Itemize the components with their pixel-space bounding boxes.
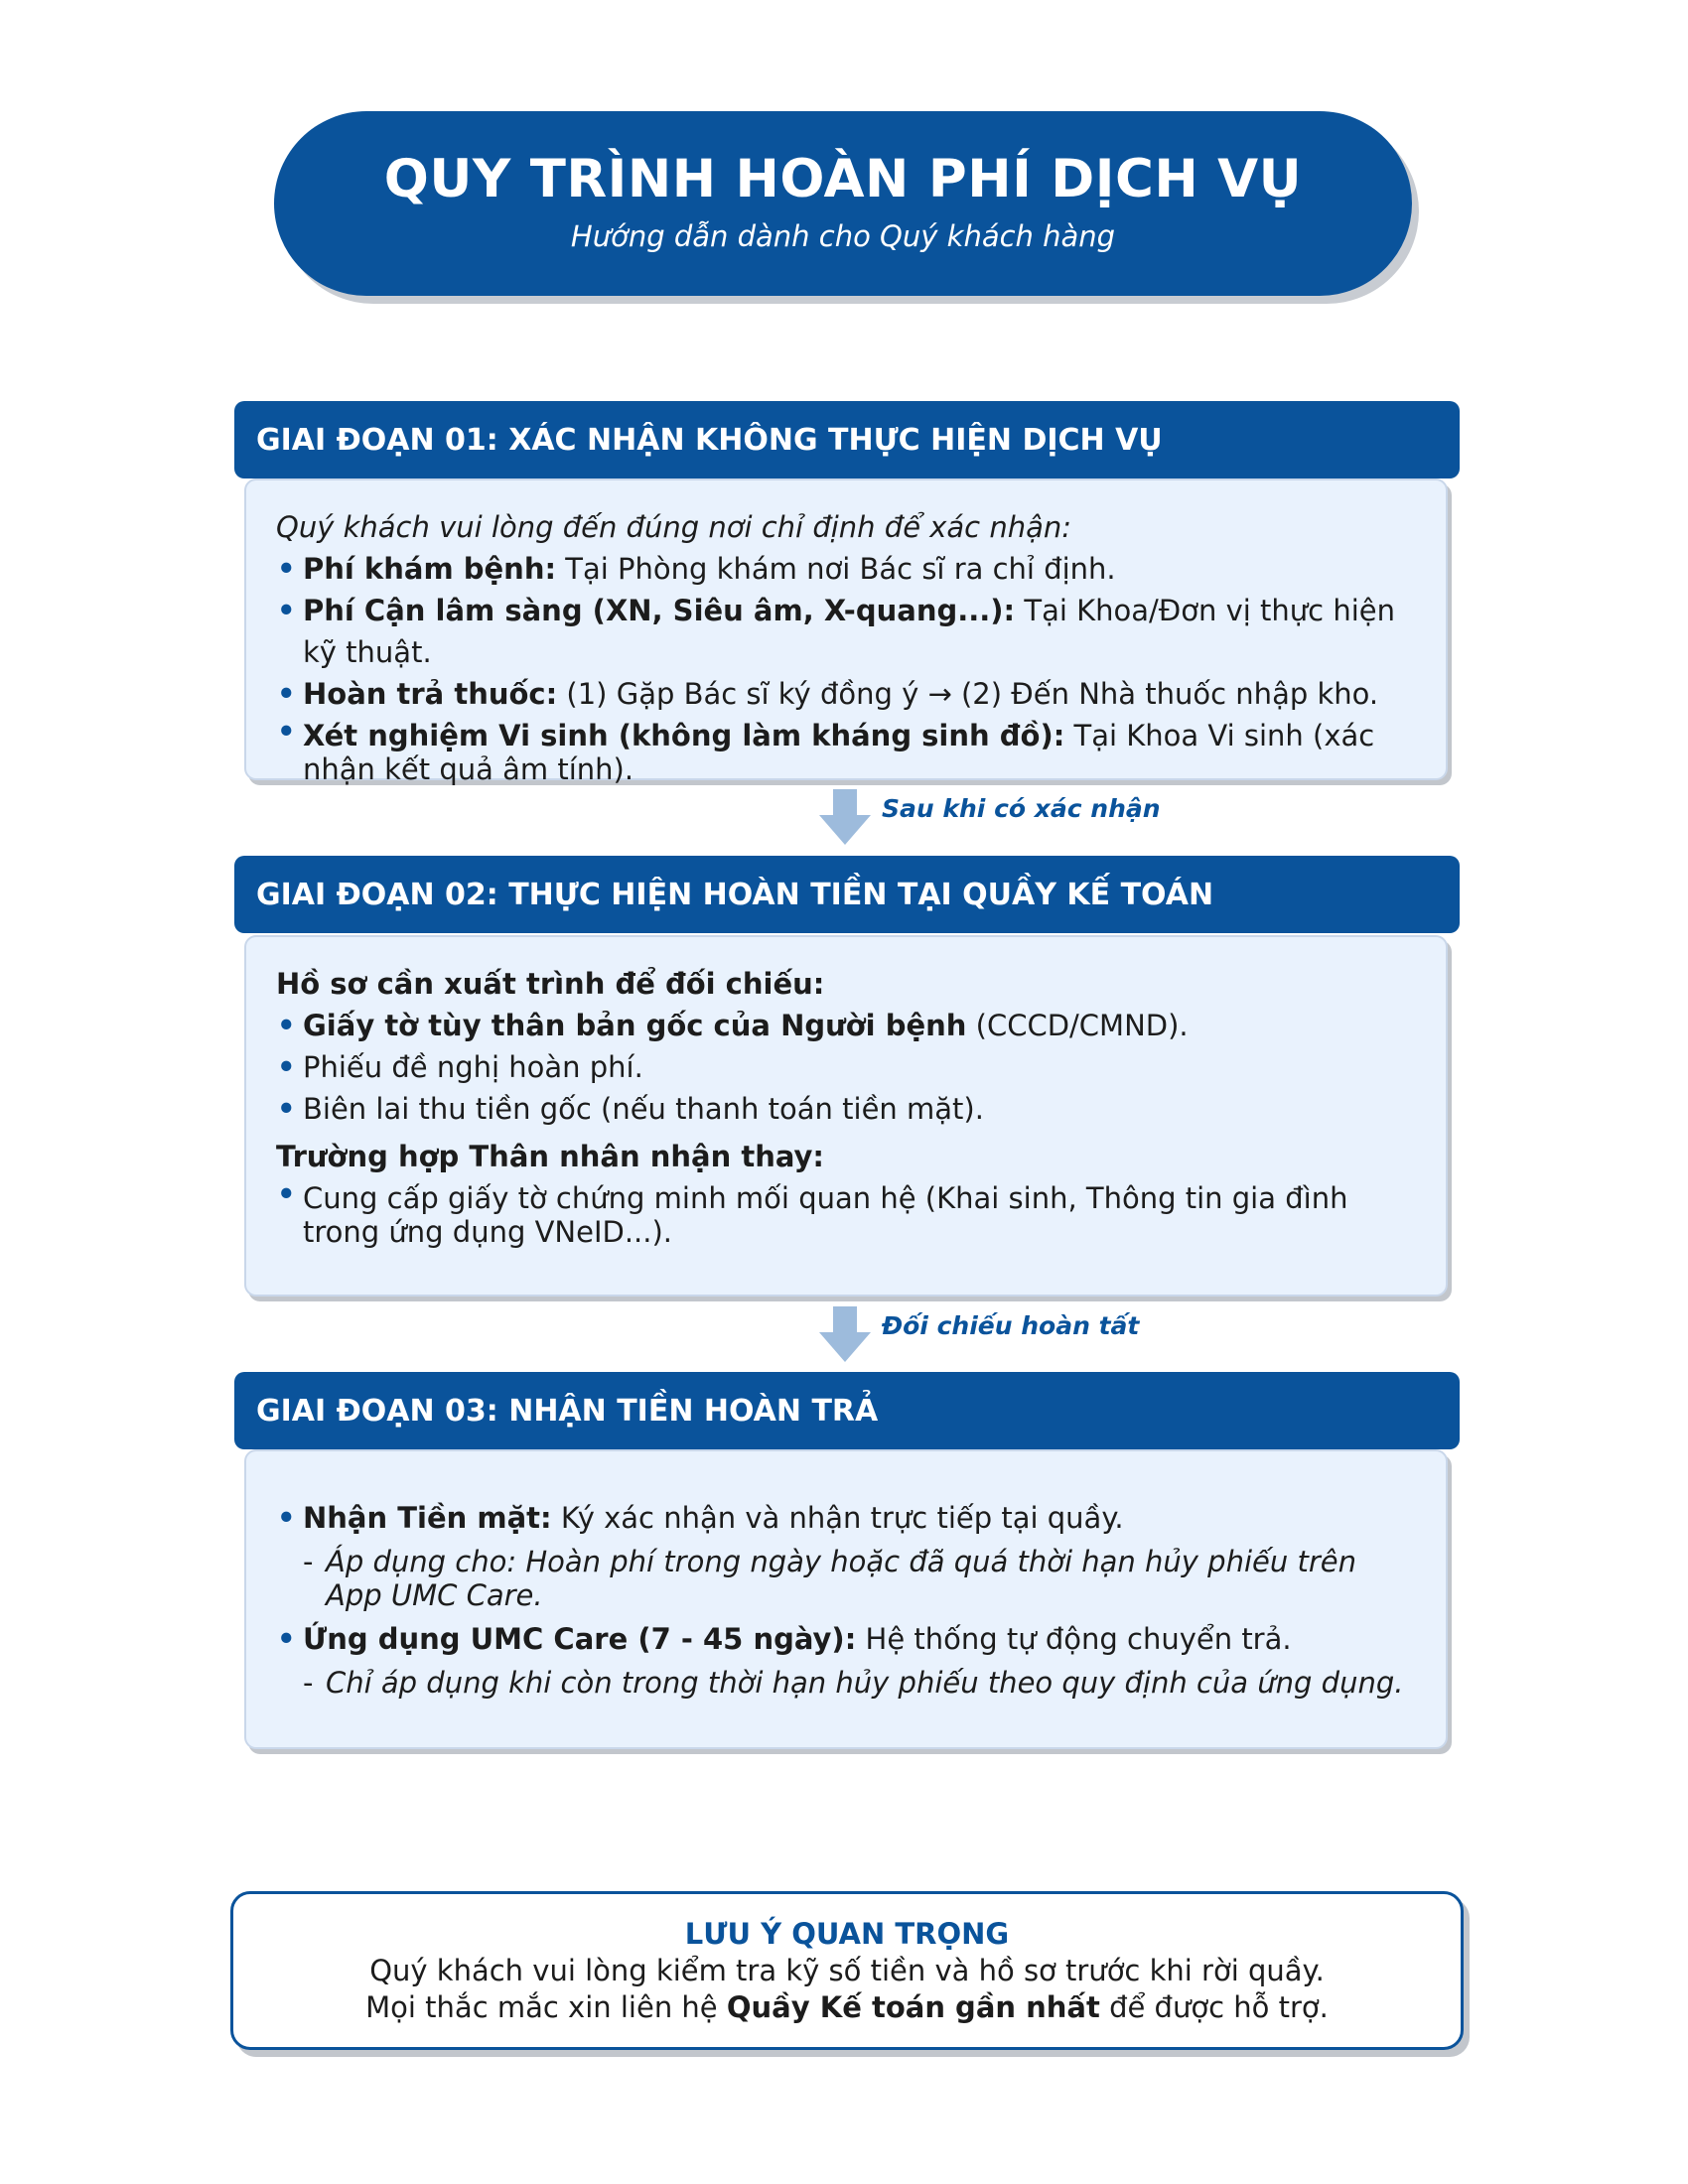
item-text: Ký xác nhận và nhận trực tiếp tại quầy. (551, 1501, 1124, 1535)
item-label: Ứng dụng UMC Care (7 - 45 ngày): (303, 1622, 857, 1656)
item-label: Giấy tờ tùy thân bản gốc của Người bệnh (303, 1009, 967, 1042)
list-item (276, 1177, 1412, 1253)
stage1-intro: Quý khách vui lòng đến đúng nơi chỉ định để xác nhận: (276, 510, 1072, 544)
stage1-card (244, 478, 1448, 786)
stage2-card (244, 935, 1448, 1297)
list-item (276, 590, 1412, 673)
item-text: Tại Khoa/Đơn vị thực hiện kỹ thuật. (303, 594, 1396, 669)
item-label: Xét nghiệm Vi sinh (không làm kháng sinh đồ): (303, 719, 1065, 752)
list-item (276, 673, 1412, 715)
note-line2 (233, 1989, 1461, 2026)
list-item (276, 1618, 1412, 1660)
item-text: (CCCD/CMND). (966, 1009, 1189, 1042)
note-line1: Quý khách vui lòng kiểm tra kỹ số tiền và hồ sơ trước khi rời quầy. (369, 1954, 1325, 1987)
stage3-sub-note: - Áp dụng cho: Hoàn phí trong ngày hoặc đã quá thời hạn hủy phiếu trên App UMC Care. (276, 1545, 1412, 1612)
stage3-card (244, 1449, 1448, 1749)
item-text: Tại Khoa Vi sinh (xác nhận kết quả âm tính). (303, 719, 1375, 786)
item-label: Nhận Tiền mặt: (303, 1501, 552, 1535)
stage3-list (276, 1618, 1412, 1660)
arrow2-label: Đối chiếu hoàn tất (882, 1311, 1140, 1340)
item-label: Hoàn trả thuốc: (303, 677, 558, 711)
stage2-relative-title: Trường hợp Thân nhân nhận thay: (276, 1140, 825, 1173)
title-banner (274, 111, 1412, 296)
page-subtitle: Hướng dẫn dành cho Quý khách hàng (570, 218, 1116, 253)
stage3-list (276, 1497, 1412, 1539)
item-text: (1) Gặp Bác sĩ ký đồng ý → (2) Đến Nhà thuốc nhập kho. (557, 677, 1379, 711)
stage2-header: GIAI ĐOẠN 02: THỰC HIỆN HOÀN TIỀN TẠI QUẦY KẾ TOÁN (234, 856, 1460, 933)
list-item (276, 1005, 1412, 1046)
stage3-header: GIAI ĐOẠN 03: NHẬN TIỀN HOÀN TRẢ (234, 1372, 1460, 1449)
item-text: Hệ thống tự động chuyển trả. (856, 1622, 1292, 1656)
stage1-list (276, 548, 1412, 790)
item-text: Biên lai thu tiền gốc (nếu thanh toán tiền mặt). (303, 1092, 984, 1126)
stage1-header: GIAI ĐOẠN 01: XÁC NHẬN KHÔNG THỰC HIỆN DỊCH VỤ (234, 401, 1460, 478)
stage3-sub-note: - Chỉ áp dụng khi còn trong thời hạn hủy phiếu theo quy định của ứng dụng. (276, 1666, 1412, 1700)
list-item (276, 1088, 1412, 1130)
list-item (276, 715, 1412, 790)
down-arrow-icon (819, 1306, 871, 1362)
list-item (276, 548, 1412, 590)
page-title: QUY TRÌNH HOÀN PHÍ DỊCH VỤ (383, 148, 1303, 209)
stage2-docs-title: Hồ sơ cần xuất trình để đối chiếu: (276, 967, 825, 1001)
stage2-docs-list (276, 1005, 1412, 1130)
down-arrow-icon (819, 789, 871, 845)
important-note (230, 1891, 1464, 2050)
arrow1-label: Sau khi có xác nhận (882, 794, 1161, 823)
note-title: LƯU Ý QUAN TRỌNG (684, 1917, 1010, 1951)
item-label: Phí khám bệnh: (303, 552, 557, 586)
item-text: Cung cấp giấy tờ chứng minh mối quan hệ (Khai sinh, Thông tin gia đình trong ứng dụng VNeID...). (303, 1181, 1348, 1249)
note-line2-post: để được hỗ trợ. (1099, 1990, 1329, 2024)
list-item (276, 1046, 1412, 1088)
list-item (276, 1497, 1412, 1539)
note-line2-pre: Mọi thắc mắc xin liên hệ (365, 1990, 727, 2024)
stage2-relative-list (276, 1177, 1412, 1253)
item-text: Tại Phòng khám nơi Bác sĩ ra chỉ định. (556, 552, 1116, 586)
note-contact: Quầy Kế toán gần nhất (726, 1990, 1100, 2024)
item-label: Phí Cận lâm sàng (XN, Siêu âm, X-quang...): (303, 594, 1016, 627)
item-text: Phiếu đề nghị hoàn phí. (303, 1050, 643, 1084)
